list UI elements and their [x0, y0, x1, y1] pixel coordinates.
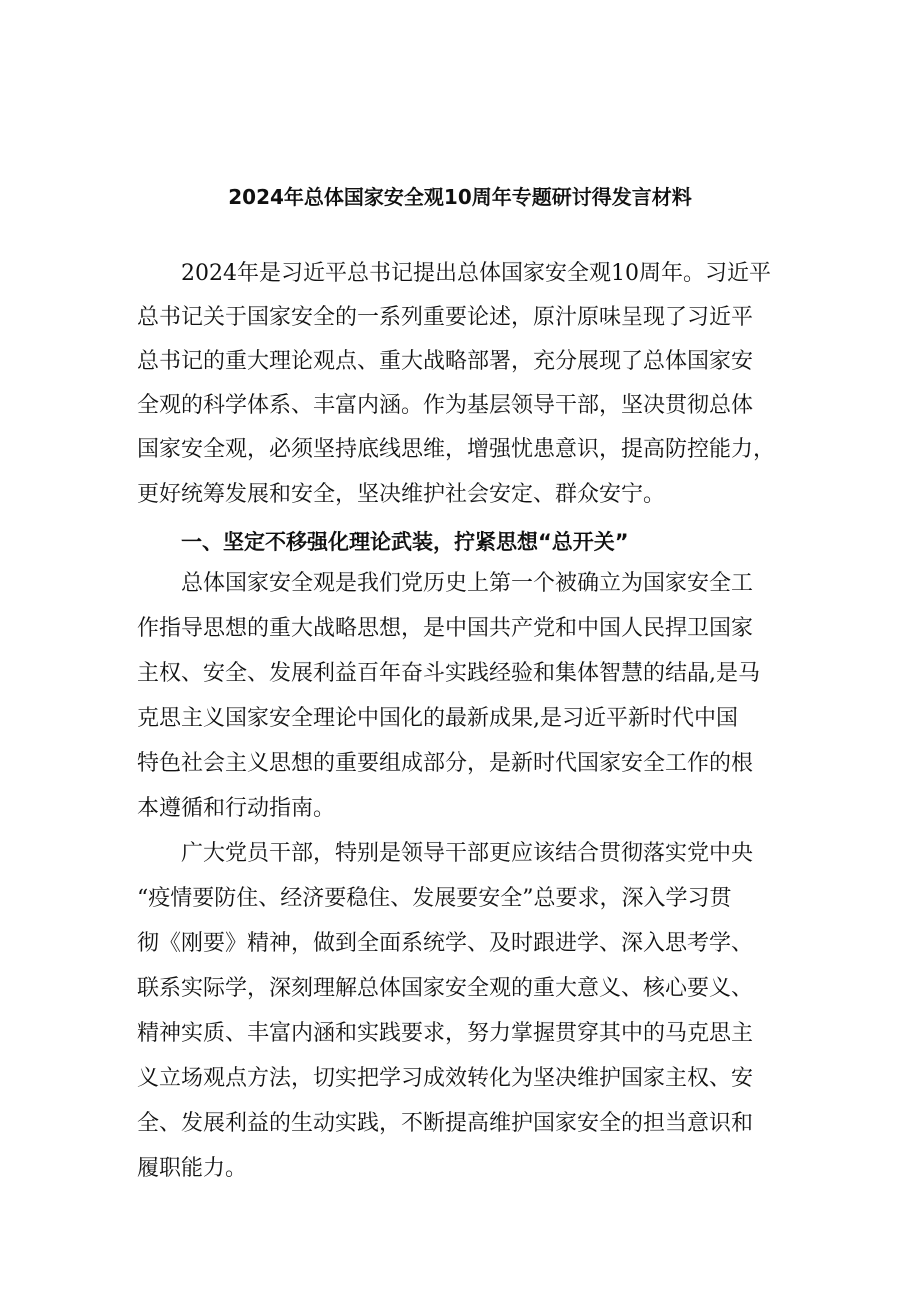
paragraph-line: 总书记关于国家安全的一系列重要论述，原汁原味呈现了习近平	[137, 305, 754, 330]
paragraph-line: 联系实际学，深刻理解总体国家安全观的重大意义、核心要义、	[137, 976, 754, 1001]
paragraph-line: 履职能力。	[137, 1156, 248, 1181]
document-title: 2024年总体国家安全观10周年专题研讨得发言材料	[228, 185, 692, 209]
paragraph-line: 义立场观点方法，切实把学习成效转化为坚决维护国家主权、安	[137, 1066, 754, 1091]
paragraph-line: 更好统筹发展和安全，坚决维护社会安定、群众安宁。	[137, 482, 666, 507]
paragraph-line: 全、发展利益的生动实践，不断提高维护国家安全的担当意识和	[137, 1111, 754, 1136]
paragraph-line: 全观的科学体系、丰富内涵。作为基层领导干部，坚决贯彻总体	[137, 393, 754, 418]
paragraph-line: 特色社会主义思想的重要组成部分，是新时代国家安全工作的根	[137, 751, 754, 776]
paragraph-line: 总书记的重大理论观点、重大战略部署，充分展现了总体国家安	[137, 349, 754, 374]
paragraph-line: 精神实质、丰富内涵和实践要求，努力掌握贯穿其中的马克思主	[137, 1021, 754, 1046]
paragraph-line: 彻《刚要》精神，做到全面系统学、及时跟进学、深入思考学、	[137, 931, 754, 956]
paragraph-line: 国家安全观，必须坚持底线思维，增强忧患意识，提高防控能力，	[137, 437, 776, 462]
paragraph-line: 克思主义国家安全理论中国化的最新成果,是习近平新时代中国	[137, 706, 738, 731]
paragraph-line: 作指导思想的重大战略思想，是中国共产党和中国人民捍卫国家	[137, 616, 754, 641]
paragraph-line: 总体国家安全观是我们党历史上第一个被确立为国家安全工	[181, 571, 754, 596]
section-heading: 一、坚定不移强化理论武装，拧紧思想“总开关”	[181, 530, 629, 554]
paragraph-line: 广大党员干部，特别是领导干部更应该结合贯彻落实党中央	[181, 841, 754, 866]
paragraph-line: 主权、安全、发展利益百年奋斗实践经验和集体智慧的结晶,是马	[137, 661, 760, 686]
paragraph-line: 本遵循和行动指南。	[137, 796, 336, 821]
paragraph-line: 2024年是习近平总书记提出总体国家安全观10周年。习近平	[181, 261, 771, 286]
paragraph-line: “疫情要防住、经济要稳住、发展要安全”总要求，深入学习贯	[137, 886, 732, 911]
